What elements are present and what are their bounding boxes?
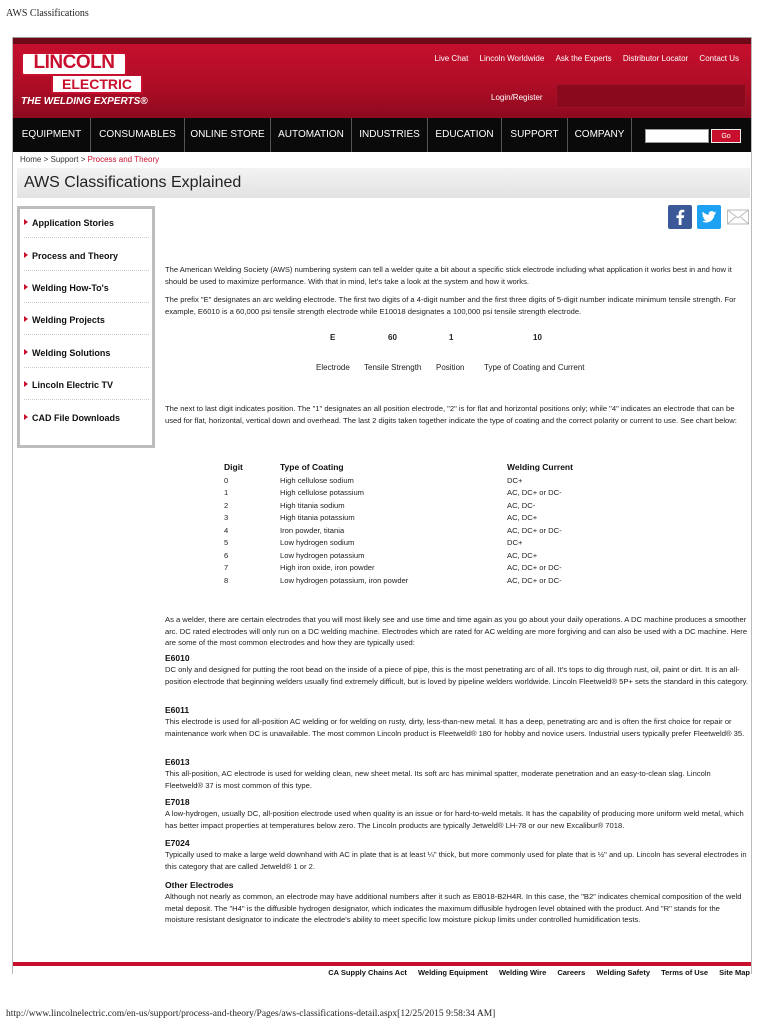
- chart-cell-coating: Low hydrogen potassium, iron powder: [280, 576, 409, 585]
- sidebar-item-label: Application Stories: [32, 218, 115, 228]
- footer-link-welding-wire[interactable]: Welding Wire: [498, 968, 547, 977]
- chart-header-coating: Type of Coating: [280, 462, 344, 472]
- section-head-e6013: E6013: [165, 757, 190, 767]
- sidebar-item-label: Process and Theory: [32, 251, 119, 261]
- chart-cell-digit: 2: [224, 501, 229, 510]
- sidebar-item-label: Welding Solutions: [32, 348, 111, 358]
- arrow-icon: [24, 414, 28, 420]
- link-live-chat[interactable]: Live Chat: [434, 54, 469, 63]
- breadcrumb-current[interactable]: Process and Theory: [87, 155, 160, 164]
- footer-link-ca-supply-chains[interactable]: CA Supply Chains Act: [328, 968, 407, 977]
- prefix-paragraph: The prefix "E" designates an arc welding electrode. The first two digits of a 4-digit number and the first three digits of 5-digit number indicate minimum tensile strength. For example, E6010 is a 60,000 psi tensile strength electrode while E10018 designates a 100,000 psi tensile strength electrode.: [165, 295, 736, 316]
- chart-cell-digit: 3: [224, 513, 229, 522]
- link-distributor-locator[interactable]: Distributor Locator: [622, 54, 689, 63]
- coding-label-coating: Type of Coating and Current: [484, 363, 585, 372]
- link-lincoln-worldwide[interactable]: Lincoln Worldwide: [479, 54, 545, 63]
- intro-paragraph: The American Welding Society (AWS) numbering system can tell a welder quite a bit about a specific stick electrode including what application it works best in and how it should be used to maximize performance. With that in mind, let's take a look at the system and how it works.: [165, 265, 732, 286]
- chart-cell-current: AC, DC+ or DC-: [507, 488, 562, 497]
- footer-link-careers[interactable]: Careers: [557, 968, 586, 977]
- title-bar: [17, 168, 750, 198]
- chart-cell-digit: 8: [224, 576, 229, 585]
- section-text-e7018: A low-hydrogen, usually DC, all-position electrode used when quality is an issue or for hard-to-weld metals. It has the capability of producing more uniform weld metal, which has better impact properties at temperatures below zero. The Lincoln products are typically Jetweld® LH-78 or our new Excalibur® 7018.: [165, 809, 744, 830]
- link-ask-the-experts[interactable]: Ask the Experts: [555, 54, 612, 63]
- breadcrumb-separator: >: [80, 155, 86, 164]
- chart-cell-coating: High cellulose potassium: [280, 488, 364, 497]
- nav-consumables[interactable]: CONSUMABLES: [91, 118, 185, 152]
- main-nav: [13, 118, 751, 152]
- email-icon[interactable]: [726, 205, 750, 229]
- breadcrumb: [20, 155, 159, 164]
- logo-tagline: THE WELDING EXPERTS®: [21, 96, 148, 107]
- coding-value-tensile: 60: [388, 333, 397, 342]
- sidebar-item-label: Welding Projects: [32, 315, 105, 325]
- coding-label-tensile: Tensile Strength: [364, 363, 422, 372]
- login-panel: [556, 84, 746, 108]
- breadcrumb-separator: >: [43, 155, 49, 164]
- chart-cell-digit: 6: [224, 551, 229, 560]
- footer-divider: [13, 962, 751, 966]
- chart-header-digit: Digit: [224, 462, 243, 472]
- section-head-e7018: E7018: [165, 797, 190, 807]
- page-title: AWS Classifications Explained: [24, 174, 242, 191]
- sidebar-item-application-stories[interactable]: [24, 218, 149, 238]
- chart-cell-coating: High titania potassium: [280, 513, 355, 522]
- chart-cell-coating: High titania sodium: [280, 501, 345, 510]
- chart-cell-digit: 1: [224, 488, 229, 497]
- nav-education[interactable]: EDUCATION: [428, 118, 502, 152]
- site-header: [13, 38, 751, 118]
- section-text-e6011: This electrode is used for all-position AC welding or for welding on rusty, dirty, less-than-new metal. It has a deep, penetrating arc and is often the first choice for repair or maintenance work when DC is unavailable. The most common Lincoln product is Fleetweld® 180 for hobby and novice users. Industrial users typically prefer Fleetweld® 35.: [165, 717, 745, 738]
- chart-cell-current: AC, DC-: [507, 501, 536, 510]
- print-footer-url: http://www.lincolnelectric.com/en-us/support/process-and-theory/Pages/aws-classifications-detail.aspx[12/25/2015 9:58:34 AM]: [6, 1009, 496, 1019]
- footer-link-welding-equipment[interactable]: Welding Equipment: [417, 968, 488, 977]
- section-head-e6010: E6010: [165, 653, 190, 663]
- link-contact-us[interactable]: Contact Us: [699, 54, 739, 63]
- nav-company[interactable]: COMPANY: [568, 118, 632, 152]
- sidebar-item-cad-file-downloads[interactable]: [24, 413, 149, 432]
- chart-cell-digit: 7: [224, 563, 229, 572]
- chart-cell-current: AC, DC+: [507, 513, 538, 522]
- arrow-icon: [24, 349, 28, 355]
- arrow-icon: [24, 381, 28, 387]
- coding-label-electrode: Electrode: [316, 363, 350, 372]
- coding-value-electrode: E: [330, 333, 336, 342]
- section-head-other: Other Electrodes: [165, 880, 234, 890]
- chart-cell-current: DC+: [507, 476, 523, 485]
- lincoln-logo[interactable]: [21, 52, 148, 110]
- sidebar: [17, 206, 155, 448]
- coding-value-position: 1: [449, 333, 454, 342]
- nav-online-store[interactable]: ONLINE STORE: [185, 118, 271, 152]
- sidebar-item-lincoln-electric-tv[interactable]: [24, 380, 149, 400]
- twitter-icon[interactable]: [697, 205, 721, 229]
- nav-automation[interactable]: AUTOMATION: [271, 118, 352, 152]
- sidebar-item-label: CAD File Downloads: [32, 413, 121, 423]
- login-register-link[interactable]: Login/Register: [491, 93, 543, 102]
- section-text-e6013: This all-position, AC electrode is used for welding clean, new sheet metal. Its soft arc has minimal spatter, moderate penetration and an easy-to-clean slag. Lincoln Fleetweld® 37 is most common of this type.: [165, 769, 711, 790]
- section-text-e6010: DC only and designed for putting the root bead on the inside of a piece of pipe, this is the most penetrating arc of all. It's tops to dig through rust, oil, paint or dirt. It is an all-position electrode that beginning welders usually find extremely difficult, but is loved by pipeline welders worldwide. Lincoln Fleetweld® 5P+ sets the standard in this category.: [165, 665, 748, 686]
- sidebar-item-process-and-theory[interactable]: [24, 251, 149, 271]
- sidebar-item-welding-projects[interactable]: [24, 315, 149, 335]
- section-text-other: Although not nearly as common, an electrode may have additional numbers after it such as E8018-B2H4R. In this case, the "B2" indicates chemical composition of the weld metal deposit. The "H4" is the diffusible hydrogen designator, which indicates the maximum diffusible hydrogen level obtained with the product. And "R" stands for the moisture resistant designator to indicate the electrode's ability to meet specific low moisture pickup limits under controlled humidification tests.: [165, 892, 742, 925]
- footer-link-terms-of-use[interactable]: Terms of Use: [661, 968, 709, 977]
- footer-links: [319, 968, 750, 977]
- arrow-icon: [24, 316, 28, 322]
- coding-value-coating: 10: [533, 333, 542, 342]
- chart-cell-current: AC, DC+ or DC-: [507, 526, 562, 535]
- facebook-icon[interactable]: [668, 205, 692, 229]
- position-paragraph: The next to last digit indicates position. The "1" designates an all position electrode, "2" is for flat and horizontal positions only; while "4" indicates an electrode that can be used for flat, horizontal, vertical down and overhead. The last 2 digits taken together indicate the type of coating and the correct polarity or current to use. See chart below:: [165, 404, 737, 425]
- section-head-e6011: E6011: [165, 705, 190, 715]
- sidebar-item-welding-how-tos[interactable]: [24, 283, 149, 303]
- logo-electric-text: ELECTRIC: [62, 76, 132, 92]
- chart-cell-coating: High iron oxide, iron powder: [280, 563, 375, 572]
- nav-industries[interactable]: INDUSTRIES: [352, 118, 428, 152]
- common-electrodes-paragraph: As a welder, there are certain electrodes that you will most likely see and use time and time again as you go about your daily operations. A DC machine produces a smoother arc. DC rated electrodes will only run on a DC welding machine. Electrodes which are rated for AC welding are more forgiving and can also be used with a DC machine. Here are some of the most common electrodes and how they are typically used:: [165, 615, 748, 648]
- nav-equipment[interactable]: EQUIPMENT: [13, 118, 91, 152]
- chart-cell-coating: Iron powder, titania: [280, 526, 345, 535]
- nav-support[interactable]: SUPPORT: [502, 118, 568, 152]
- chart-cell-current: AC, DC+ or DC-: [507, 576, 562, 585]
- sidebar-item-label: Welding How-To's: [32, 283, 109, 293]
- chart-cell-digit: 4: [224, 526, 229, 535]
- logo-lincoln-text: LINCOLN: [33, 52, 115, 73]
- footer-link-welding-safety[interactable]: Welding Safety: [596, 968, 650, 977]
- header-strip: [13, 38, 751, 44]
- breadcrumb-support[interactable]: Support: [50, 155, 79, 164]
- coding-label-position: Position: [436, 363, 465, 372]
- chart-cell-current: DC+: [507, 538, 523, 547]
- arrow-icon: [24, 219, 28, 225]
- chart-cell-digit: 5: [224, 538, 229, 547]
- chart-header-current: Welding Current: [507, 462, 573, 472]
- page-border-right: [751, 37, 752, 974]
- footer-link-site-map[interactable]: Site Map: [719, 968, 750, 977]
- section-text-e7024: Typically used to make a large weld downhand with AC in plate that is at least ¼" thick, but more commonly used for plate that is ½" and up. Lincoln has several electrodes in this category that are called Jetweld® 1 or 2.: [165, 850, 747, 871]
- arrow-icon: [24, 284, 28, 290]
- section-head-e7024: E7024: [165, 838, 190, 848]
- sidebar-item-label: Lincoln Electric TV: [32, 380, 114, 390]
- search-input[interactable]: [645, 129, 709, 143]
- chart-cell-digit: 0: [224, 476, 229, 485]
- chart-cell-current: AC, DC+: [507, 551, 538, 560]
- arrow-icon: [24, 252, 28, 258]
- page-border-left: [12, 37, 13, 974]
- breadcrumb-home[interactable]: Home: [20, 155, 42, 164]
- search-go-button[interactable]: Go: [711, 129, 741, 143]
- chart-cell-coating: High cellulose sodium: [280, 476, 354, 485]
- sidebar-item-welding-solutions[interactable]: [24, 348, 149, 368]
- top-links: [426, 54, 739, 63]
- chart-cell-coating: Low hydrogen sodium: [280, 538, 355, 547]
- print-title: AWS Classifications: [6, 8, 89, 19]
- chart-cell-coating: Low hydrogen potassium: [280, 551, 365, 560]
- chart-cell-current: AC, DC+ or DC-: [507, 563, 562, 572]
